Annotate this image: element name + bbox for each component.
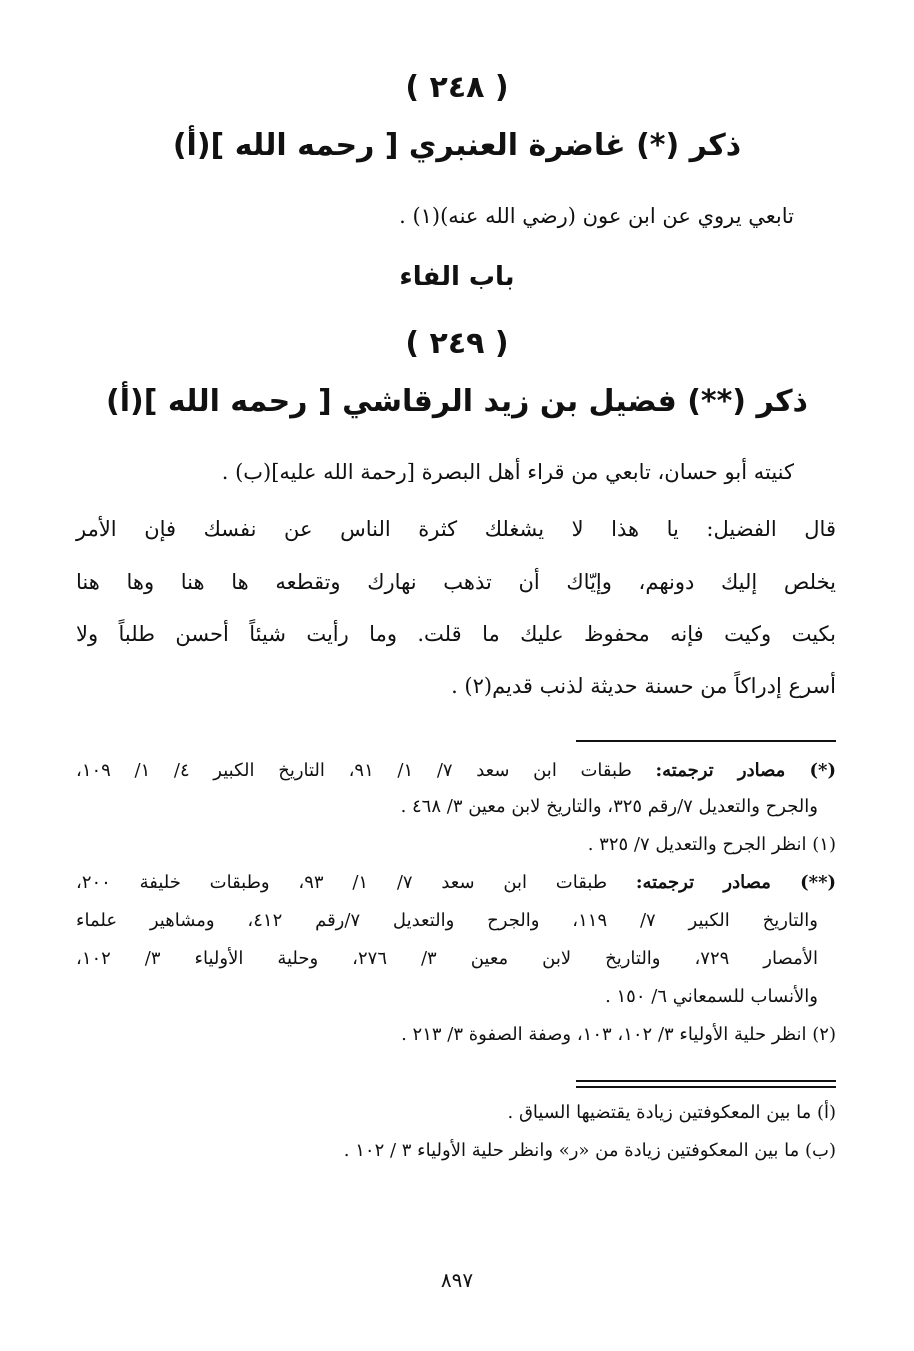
footnote-separator — [576, 740, 836, 742]
entry-number-249: ( ٢٤٩ ) — [405, 326, 509, 361]
editorial-separator-upper — [576, 1080, 836, 1082]
page-number: ٨٩٧ — [440, 1268, 474, 1292]
entry-heading-248: ذكر (*) غاضرة العنبري [ رحمه الله ](أ) — [172, 128, 742, 163]
entry-heading-249: ذكر (**) فضيل بن زيد الرقاشي [ رحمه الله ](أ) — [106, 384, 808, 419]
footnote-double-star-text: طبقات ابن سعد ٧/ ١/ ٩٣، وطبقات خليفة ٢٠٠، — [76, 872, 608, 893]
footnote-star-continuation: والجرح والتعديل ٧/رقم ٣٢٥، والتاريخ لابن معين ٣/ ٤٦٨ . — [400, 796, 818, 817]
body-line: يخلص إليك دونهم، وإيّاك أن تذهب نهارك وتقطعه ها هنا وها هنا — [76, 570, 836, 594]
body-line: قال الفضيل: يا هذا لا يشغلك كثرة الناس عن نفسك فإن الأمر — [76, 517, 836, 541]
chapter-heading: باب الفاء — [399, 262, 515, 292]
footnote-star-lead: (*) مصادر ترجمته: — [655, 760, 836, 781]
footnote-double-star-lead: (**) مصادر ترجمته: — [635, 872, 837, 893]
footnote-double-star — [76, 872, 836, 893]
footnote-star — [76, 760, 836, 781]
body-line: أسرع إدراكاً من حسنة حديثة لذنب قديم(٢) . — [451, 674, 836, 698]
footnote-1: (١) انظر الجرح والتعديل ٧/ ٣٢٥ . — [587, 834, 836, 855]
body-line: بكيت وكيت فإنه محفوظ عليك ما قلت. وما رأيت شيئاً أحسن طلباً ولا — [76, 622, 836, 646]
footnote-double-star-continuation: الأمصار ٧٢٩، والتاريخ لابن معين ٣/ ٢٧٦، وحلية الأولياء ٣/ ١٠٢، — [76, 948, 818, 969]
footnote-2: (٢) انظر حلية الأولياء ٣/ ١٠٢، ١٠٣، وصفة الصفوة ٣/ ٢١٣ . — [401, 1024, 836, 1045]
footnote-double-star-continuation: والأنساب للسمعاني ٦/ ١٥٠ . — [605, 986, 818, 1007]
footnote-star-text: طبقات ابن سعد ٧/ ١/ ٩١، التاريخ الكبير ٤/ ١/ ١٠٩، — [76, 760, 632, 781]
entry-intro-248: تابعي يروي عن ابن عون (رضي الله عنه)(١) . — [399, 204, 794, 228]
editorial-note-a: (أ) ما بين المعكوفتين زيادة يقتضيها السياق . — [507, 1102, 836, 1123]
footnote-double-star-continuation: والتاريخ الكبير ٧/ ١١٩، والجرح والتعديل ٧/رقم ٤١٢، ومشاهير علماء — [76, 910, 818, 931]
editorial-note-b: (ب) ما بين المعكوفتين زيادة من «ر» وانظر حلية الأولياء ٣ / ١٠٢ . — [343, 1140, 836, 1161]
entry-number-248: ( ٢٤٨ ) — [405, 70, 509, 105]
editorial-separator-lower — [576, 1086, 836, 1088]
entry-intro-249: كنيته أبو حسان، تابعي من قراء أهل البصرة [رحمة الله عليه](ب) . — [221, 460, 794, 484]
